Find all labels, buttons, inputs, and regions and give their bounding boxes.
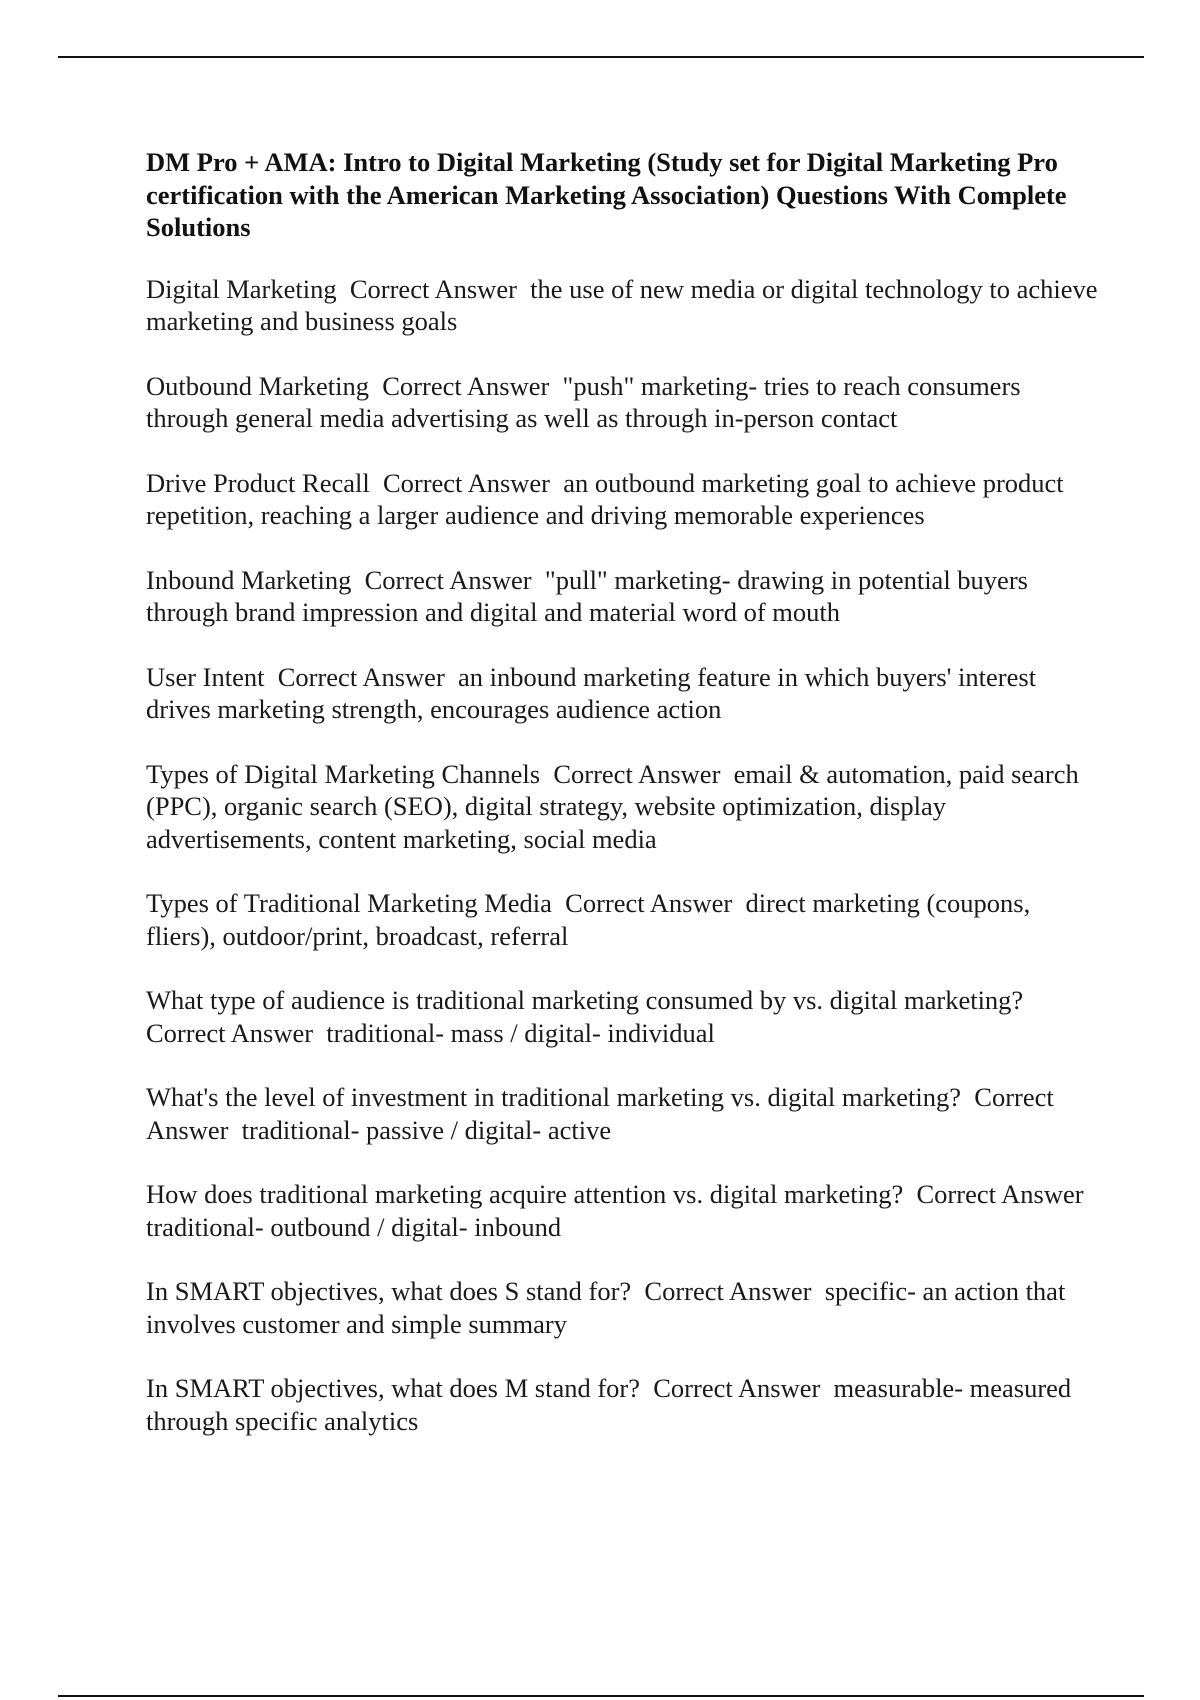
document-title: DM Pro + AMA: Intro to Digital Marketing (Study set for Digital Marketing Pro certification with the American Marketing Association) Questions With Complete Solutions (146, 147, 1067, 242)
qa-entry: In SMART objectives, what does S stand for? Correct Answer specific- an action that involves customer and simple summary (146, 1276, 1072, 1339)
qa-entry: In SMART objectives, what does M stand for? Correct Answer measurable- measured through specific analytics (146, 1373, 1078, 1436)
bottom-divider (58, 1695, 1144, 1697)
qa-entry: User Intent Correct Answer an inbound marketing feature in which buyers' interest drives marketing strength, encourages audience action (146, 661, 1043, 724)
document-body (146, 146, 1106, 1469)
qa-entry: Inbound Marketing Correct Answer "pull" marketing- drawing in potential buyers through brand impression and digital and material word of mouth (146, 564, 1035, 627)
qa-entry: Drive Product Recall Correct Answer an outbound marketing goal to achieve product repetition, reaching a larger audience and driving memorable experiences (146, 467, 1071, 530)
qa-entry: Outbound Marketing Correct Answer "push" marketing- tries to reach consumers through general media advertising as well as through in-person contact (146, 370, 1028, 433)
qa-entry: How does traditional marketing acquire attention vs. digital marketing? Correct Answer traditional- outbound / digital- inbound (146, 1179, 1097, 1242)
qa-entry: What's the level of investment in traditional marketing vs. digital marketing? Correct Answer traditional- passive / digital- active (146, 1082, 1059, 1145)
qa-entry: Types of Traditional Marketing Media Correct Answer direct marketing (coupons, fliers), outdoor/print, broadcast, referral (146, 888, 1037, 951)
qa-entry: Types of Digital Marketing Channels Correct Answer email & automation, paid search (PPC), organic search (SEO), digital strategy, website optimization, display advertisements, content marketing, social media (146, 758, 1086, 854)
qa-entry: Digital Marketing Correct Answer the use of new media or digital technology to achieve marketing and business goals (146, 273, 1105, 336)
top-divider (58, 56, 1144, 58)
qa-list (146, 273, 1106, 1438)
qa-entry: What type of audience is traditional marketing consumed by vs. digital marketing? Correct Answer traditional- mass / digital- individual (146, 985, 1037, 1048)
